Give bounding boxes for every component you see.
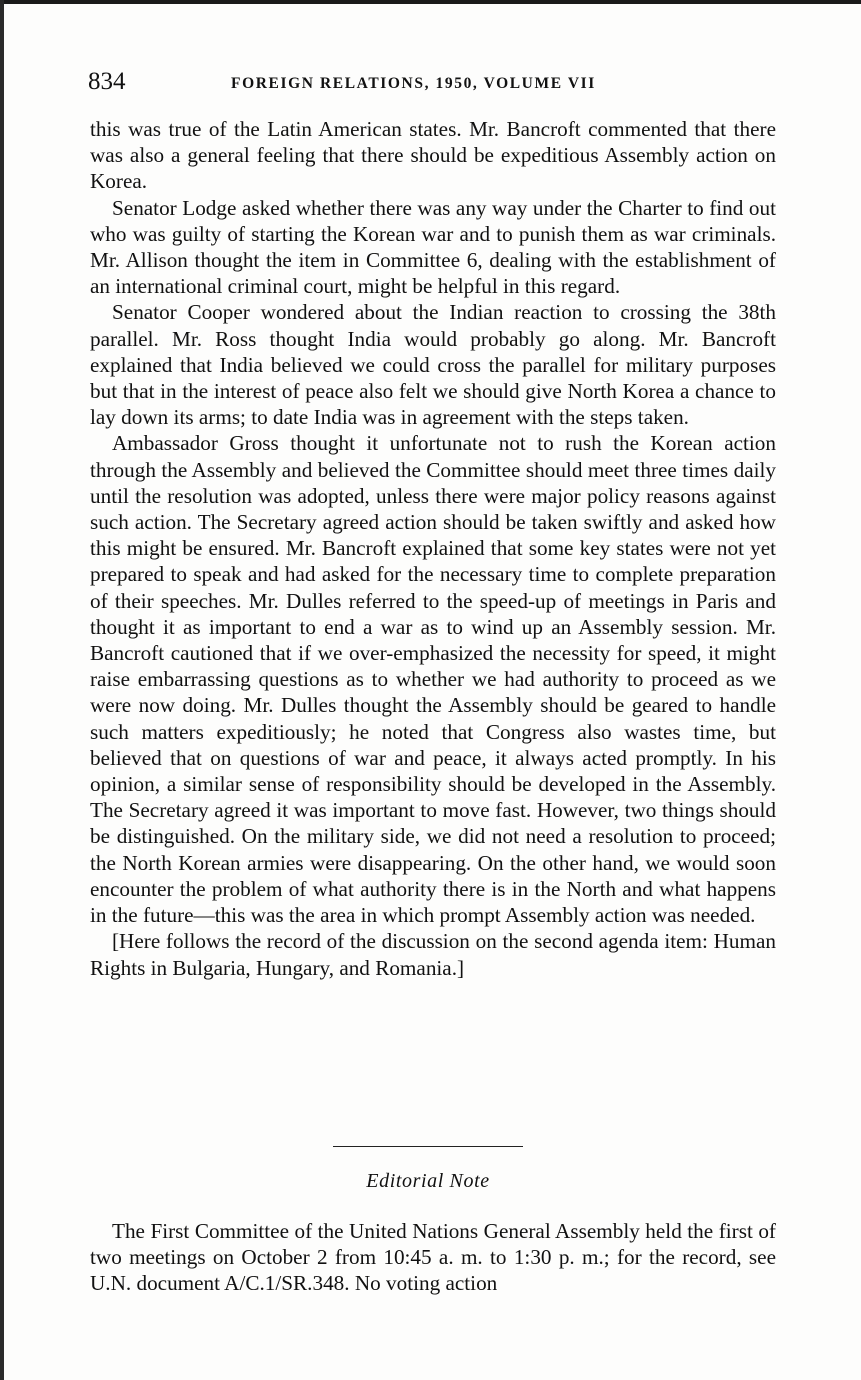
editorial-note-title: Editorial Note — [366, 1170, 490, 1192]
paragraph-bracket-note: [Here follows the record of the discussion on the second agenda item: Human Rights in Bulgaria, Hungary, and Romania.] — [90, 929, 776, 980]
scan-top-edge — [0, 0, 861, 4]
body-text — [90, 116, 776, 981]
editorial-note-paragraph: The First Committee of the United Nations General Assembly held the first of two meetings on October 2 from 10:45 a. m. to 1:30 p. m.; for the record, see U.N. document A/C.1/SR.348. No voting action — [90, 1219, 776, 1296]
section-divider — [333, 1146, 523, 1147]
running-head: FOREIGN RELATIONS, 1950, VOLUME VII — [231, 75, 596, 92]
page-header — [88, 64, 788, 100]
paragraph-lodge: Senator Lodge asked whether there was any way under the Charter to find out who was guilty of starting the Korean war and to punish them as war criminals. Mr. Allison thought the item in Committee 6, dealing with the establishment of an international criminal court, might be helpful in this regard. — [90, 195, 776, 299]
editorial-note-body — [90, 1218, 776, 1297]
paragraph-gross: Ambassador Gross thought it unfortunate not to rush the Korean action through the Assembly and believed the Committee should meet three times daily until the resolution was adopted, unless there were major policy reasons against such action. The Secretary agreed action should be taken swiftly and asked how this might be ensured. Mr. Bancroft explained that some key states were not yet prepared to speak and had asked for the necessary time to complete preparation of their speeches. Mr. Dulles referred to the speed-up of meetings in Paris and thought it as important to end a war as to wind up an Assembly session. Mr. Bancroft cautioned that if we over-emphasized the necessity for speed, it might raise embarrassing questions as to whether we had authority to proceed as we were now doing. Mr. Dulles thought the Assembly should be geared to handle such matters expeditiously; he noted that Congress also wastes time, but believed that on questions of war and peace, it always acted promptly. In his opinion, a similar sense of responsibility should be developed in the Assembly. The Secretary agreed it was important to move fast. However, two things should be distinguished. On the military side, we did not need a resolution to proceed; the North Korean armies were disappearing. On the other hand, we would soon encounter the problem of what authority there is in the North and what happens in the future—this was the area in which prompt Assembly action was needed. — [90, 431, 776, 928]
paragraph-cooper: Senator Cooper wondered about the Indian reaction to crossing the 38th parallel. Mr. Ross thought India would probably go along. Mr. Bancroft explained that India believed we could cross the parallel for military purposes but that in the interest of peace also felt we should give North Korea a chance to lay down its arms; to date India was in agreement with the steps taken. — [90, 300, 776, 430]
page-number: 834 — [88, 68, 126, 95]
paragraph-continuation: this was true of the Latin American states. Mr. Bancroft commented that there was also a general feeling that there should be expeditious Assembly action on Korea. — [90, 117, 776, 194]
scan-left-edge — [0, 0, 4, 1380]
